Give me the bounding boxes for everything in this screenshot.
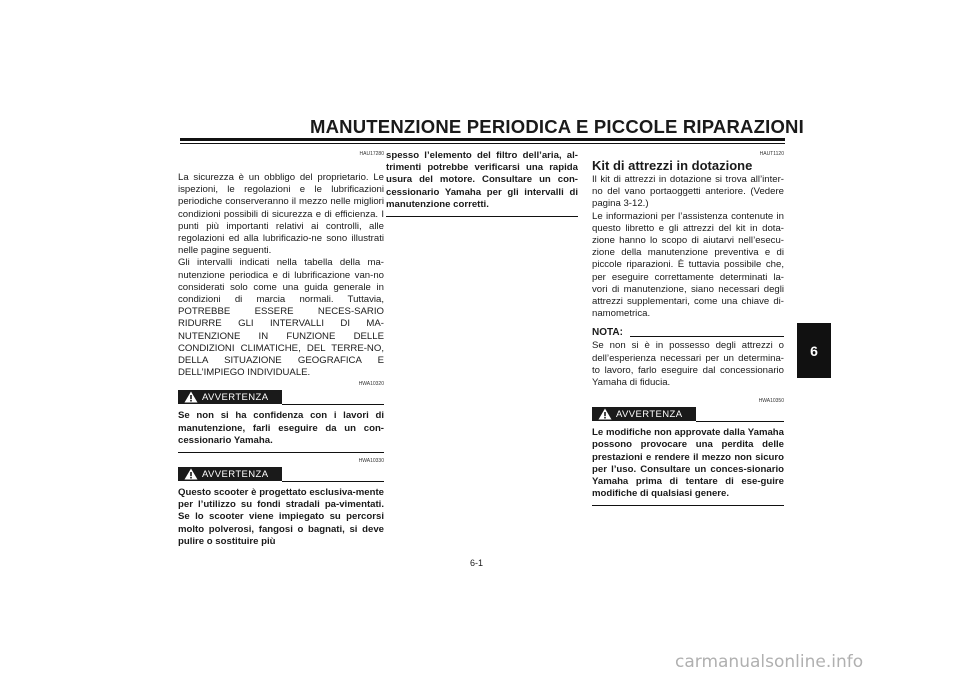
page-number: 6-1 — [470, 558, 484, 568]
note-header — [592, 326, 784, 340]
warning-rule — [282, 481, 384, 482]
warning-end-rule — [386, 216, 578, 217]
warning-triangle-icon — [598, 408, 612, 420]
note-text: Se non si è in possesso degli attrezzi o dell’esperienza necessari per un determina-to lavoro, farlo eseguire dal concessionario Yamaha di fiducia. — [592, 340, 784, 389]
toolkit-paragraph: Il kit di attrezzi in dotazione si trova all’inter-no del vano portaoggetti anteriore. (Vedere pagina 3-12.) — [592, 174, 784, 210]
warning-label: AVVERTENZA — [616, 408, 683, 420]
warning-code: HWA10320 — [358, 381, 384, 388]
right-column — [592, 150, 784, 506]
warning-rule — [696, 421, 784, 422]
warning-triangle-icon — [184, 468, 198, 480]
intro-paragraph: La sicurezza è un obbligo del proprietario. Le ispezioni, le regolazioni e le lubrificazioni periodiche conserveranno il mezzo nelle migliori condizioni possibili di sicurezza e di efficienza. I punti più importanti relativi ai controlli, alle regolazioni ed alla lubrificazio-ne sono illustrati nelle pagine seguenti. — [178, 172, 384, 257]
section-code: HAU17280 — [359, 151, 384, 157]
warning-header — [178, 390, 384, 406]
note-rule — [630, 336, 784, 337]
left-column — [178, 150, 384, 548]
warning-label: AVVERTENZA — [202, 468, 269, 480]
warning-triangle-icon — [184, 391, 198, 403]
warning-end-rule — [178, 452, 384, 453]
warning-rule — [282, 404, 384, 405]
warning-header — [178, 467, 384, 483]
warning-code: HWA10350 — [758, 398, 784, 405]
warning-text: Le modifiche non approvate dalla Yamaha possono provocare una perdita delle prestazioni e rendere il mezzo non sicuro per l’uso. Consultare un conces-sionario Yamaha prima di tentare di ese-guire modifiche di qualsiasi genere. — [592, 427, 784, 500]
warning-text: Se non si ha confidenza con i lavori di manutenzione, farli eseguire da un con-cessionario Yamaha. — [178, 410, 384, 446]
note-label: NOTA: — [592, 327, 623, 339]
warning-badge — [178, 390, 282, 404]
warning-badge — [592, 407, 696, 421]
section-code: HAUT1120 — [759, 151, 784, 157]
warning-text-continued: spesso l’elemento del filtro dell’aria, al-trimenti potrebbe verificarsi una rapida usura del motore. Consultare un con-cessionario Yamaha per gli intervalli di manutenzione corretti. — [386, 150, 578, 210]
section-title: Kit di attrezzi in dotazione — [592, 158, 753, 173]
warning-label: AVVERTENZA — [202, 391, 269, 403]
watermark-link[interactable]: carmanualsonline.info — [675, 652, 864, 672]
chapter-tab[interactable]: 6 — [797, 323, 831, 378]
warning-code: HWA10330 — [358, 458, 384, 465]
warning-badge — [178, 467, 282, 481]
warning-end-rule — [592, 505, 784, 506]
header-rule — [180, 138, 785, 141]
header-rule-thin — [180, 143, 785, 144]
warning-header — [592, 407, 784, 423]
service-paragraph: Le informazioni per l’assistenza contenute in questo libretto e gli attrezzi del kit in dota-zione hanno lo scopo di aiutarvi nell’esecu-zione della manutenzione preventiva e di piccole riparazioni. È tuttavia possibile che, per eseguire correttamente determinati la-vori di manutenzione, siano necessari degli attrezzi supplementari, come una chiave di-namometrica. — [592, 210, 784, 320]
warning-text: Questo scooter è progettato esclusiva-mente per l’utilizzo su fondi stradali pa-vimentati. Se lo scooter viene impiegato su percorsi molto polverosi, fangosi o bagnati, si deve pulire o sostituire più — [178, 487, 384, 547]
middle-column — [386, 150, 578, 217]
page-title: MANUTENZIONE PERIODICA E PICCOLE RIPARAZIONI — [310, 116, 804, 137]
intervals-paragraph: Gli intervalli indicati nella tabella della ma-nutenzione periodica e di lubrificazione van-no considerati solo come una guida generale in condizioni di marcia normali. Tuttavia, POTREBBE ESSERE NECES-SARIO RIDURRE GLI INTERVALLI DI MA-NUTENZIONE IN FUNZIONE DELLE CONDIZIONI CLIMATICHE, DEL TERRE-NO, DELLA SITUAZIONE GEOGRAFICA E DELL’IMPIEGO INDIVIDUALE. — [178, 257, 384, 379]
